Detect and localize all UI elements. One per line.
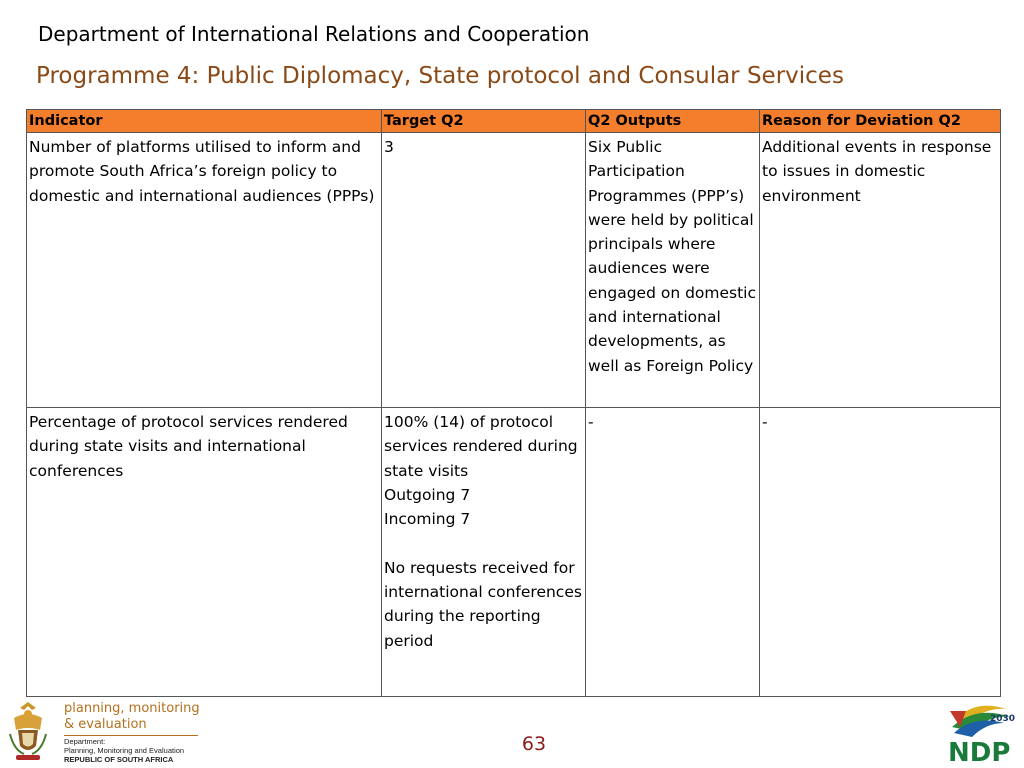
column-header-target: Target Q2 [382,110,586,133]
logo-text-line1: planning, monitoring [64,701,200,716]
dpme-logo [2,698,202,766]
logo-small-line3: REPUBLIC OF SOUTH AFRICA [64,755,174,764]
logo-divider [64,735,198,736]
indicator-cell [27,408,382,697]
logo-text-line2: & evaluation [64,717,147,732]
coat-of-arms-icon [6,700,50,762]
logo-small-line1: Department: [64,737,106,746]
department-title: Department of International Relations and Cooperation [38,22,590,46]
indicator-text: Number of platforms utilised to inform and promote South Africa’s foreign policy to domestic and international audiences (PPPs) [29,138,375,205]
indicator-table [26,109,1001,697]
outputs-cell [586,408,760,697]
logo-small-line2: Planning, Monitoring and Evaluation [64,746,185,755]
indicator-cell [27,133,382,408]
page-number: 63 [521,733,547,755]
table-row [27,408,1001,697]
programme-title: Programme 4: Public Diplomacy, State protocol and Consular Services [36,63,844,89]
target-text: 100% (14) of protocol services rendered during state visits Outgoing 7 Incoming 7 No requests received for international conferences during the reporting period [384,413,582,650]
column-header-outputs: Q2 Outputs [586,110,760,133]
column-header-indicator: Indicator [27,110,382,133]
reason-text: - [762,413,768,431]
reason-cell [760,133,1001,408]
table-header-row [27,110,1001,133]
outputs-text: Six Public Participation Programmes (PPP’s) were held by political principals where audiences were engaged on domestic and international developments, as well as Foreign Policy [588,138,757,375]
target-text: 3 [384,138,394,156]
table-row [27,133,1001,408]
ndp-text: NDP [948,738,1011,765]
indicator-text: Percentage of protocol services rendered during state visits and international conferences [29,413,348,480]
outputs-text: - [588,413,594,431]
target-cell [382,408,586,697]
reason-text: Additional events in response to issues in domestic environment [762,138,992,205]
column-header-reason: Reason for Deviation Q2 [760,110,1001,133]
reason-cell [760,408,1001,697]
outputs-cell [586,133,760,408]
ndp-2030-logo [946,697,1016,765]
ndp-year-text: 2030 [990,714,1016,724]
target-cell [382,133,586,408]
